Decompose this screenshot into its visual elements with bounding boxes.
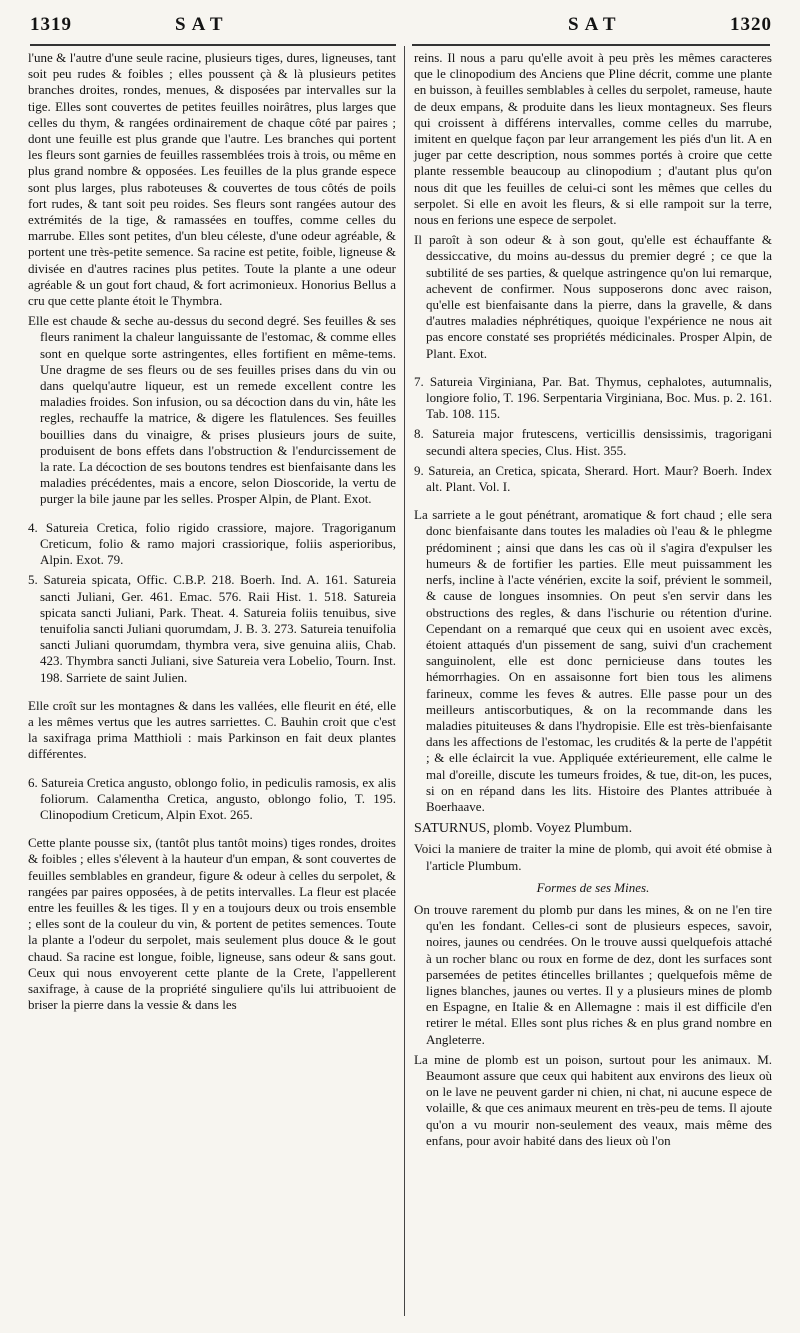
paragraph: l'une & l'autre d'une seule racine, plusieurs tiges, dures, ligneuses, tant soit peu rudes & foibles ; elles poussent çà & là plusieurs petites branches droites, rondes, menues, & disposées par intervalles sur la tige. Elles sont couvertes de petites feuilles noirâtres, plus larges que celles du thym, & rangées ordinairement de chaque côté par paires ; dont une feuille est plus grande que l'autre. Les branches qui portent les fleurs sont garnies de feuilles rassemblées trois à trois, ou même en plus grand nombre & opposées. Les feuilles de la plus grande espece sont plus larges, plus raboteuses & couvertes de tous côtés de poils fort rudes, & tant soit peu roides. Ses fleurs sont rangées autour des extrémités de la tige, & ramassées en touffes, comme celles du marrube. Elles sont petites, d'un bleu céleste, d'une odeur agréable, & portent une très-petite semence. Sa racine est petite, foible, ligneuse & divisée en d'autres racines plus petites. Toute la plante a une odeur agréable & un gout fort chaud, & fort acrimonieux. Honorius Bellus a cru que cette plante étoit le Thymbra.	[28, 50, 396, 309]
paragraph: Il paroît à son odeur & à son gout, qu'elle est échauffante & dessiccative, du moins au-dessus du premier degré ; ce que la subtilité de ses parties, & quelque astringence qu'on lui remarque, achevent de confirmer. Nous supposerons donc avec raison, qu'elle est bienfaisante dans la pierre, dans la gravelle, & dans d'autres maladies néphrétiques, quoique l'expérience ne nous ait pas encore constaté ses propriétés médicinales. Prosper Alpin, de Plant. Exot.	[414, 232, 772, 361]
species-entry: 4. Satureia Cretica, folio rigido crassiore, majore. Tragoriganum Creticum, folio & ramo majori crassiorique, foliis asperioribus, Alpin. Exot. 79.	[28, 519, 396, 568]
paragraph: La mine de plomb est un poison, surtout pour les animaux. M. Beaumont assure que ceux qui habitent aux environs des lieux où on le lave ne peuvent garder ni chien, ni chat, ni aucune espece de volaille, & que ces animaux meurent en très-peu de tems. Il ajoute qu'on a vu mourir non-seulement des veaux, mais même des enfans, pour avoir habité dans des lieux où l'on	[414, 1051, 772, 1148]
page-number-left: 1319	[30, 14, 72, 35]
paragraph: Voici la maniere de traiter la mine de plomb, qui avoit été obmise à l'article Plumbum.	[414, 841, 772, 873]
paragraph: On trouve rarement du plomb pur dans les mines, & on ne l'en tire qu'en les fondant. Celles-ci sont de plusieurs especes, savoir, noires, jaunes ou cendrées. On le trouve aussi quelquefois attaché à un rocher blanc ou roux en forme de dez, dont les surfaces sont parsemées de petites étincelles brillantes ; quelquefois même de lignes blanches, jaunes ou vertes. Il y a plusieurs mines de plomb en Espagne, en Italie & en Allemagne : mais il est difficile d'en retirer le métal. Elles sont plus riches & en plus grand nombre en Angleterre.	[414, 901, 772, 1047]
column-divider	[404, 46, 405, 1316]
page-number-right: 1320	[730, 14, 772, 35]
paragraph: Elle est chaude & seche au-dessus du second degré. Ses feuilles & ses fleurs raniment la chaleur languissante de l'estomac, & comme elles sont en quelque sorte astringentes, elles fortifient en même-tems. Une dragme de ses fleurs ou de ses feuilles prises dans du vin ou dans quelqu'autre liqueur, est un remede excellent contre les maladies froides. Son infusion, ou sa décoction dans du vin, hâte les regles, rechauffe la matrice, & digere les flatulences. Ses feuilles bouillies dans du vinaigre, & prises plusieurs jours de suite, produisent de bons effets dans l'obstruction & l'endurcissement de la rate. La décoction de ses boutons tendres est bienfaisante dans les maladies précédentes, mais a encore, selon Dioscoride, la vertu de purger la bile jaune par les selles. Prosper Alpin, de Plant. Exot.	[28, 313, 396, 507]
paragraph: Cette plante pousse six, (tantôt plus tantôt moins) tiges rondes, droites & foibles ; elles s'élevent à la hauteur d'un empan, & sont couvertes de feuilles semblables en grandeur, figure & odeur à celles du serpolet, & rangées par paires opposées, à de petits intervalles. La fleur est placée entre les feuilles & les tiges. Il y en a toujours deux ou trois ensemble ; elles sont de la couleur du vin, & portent de petites semences. Toute la plante a l'odeur du serpolet, mais seulement plus douce & le gout chaud. Sa racine est longue, foible, ligneuse, sans odeur & sans gout. Ceux qui nous envoyerent cette plante de la Crete, l'appellerent saxifrage, à cause de la propriété singuliere qu'ils lui attribuoient de briser la pierre dans la vessie & dans les	[28, 835, 396, 1013]
species-entry: 6. Satureia Cretica angusto, oblongo folio, in pediculis ramosis, ex alis foliorum. Calamentha Cretica, angusto, oblongo folio, T. 195. Clinopodium Creticum, Alpin Exot. 265.	[28, 774, 396, 822]
species-entry: 9. Satureia, an Cretica, spicata, Sherard. Hort. Maur? Boerh. Index alt. Plant. Vol. I.	[414, 462, 772, 495]
header-rule-right	[412, 44, 770, 46]
left-column	[28, 50, 396, 1017]
header-rule-left	[30, 44, 396, 46]
right-column	[414, 50, 772, 1153]
article-heading: SATURNUS, plomb. Voyez Plumbum.	[414, 821, 633, 837]
species-entry: 8. Satureia major frutescens, verticillis densissimis, tragorigani secundi altera species, Clus. Hist. 355.	[414, 426, 772, 458]
paragraph: reins. Il nous a paru qu'elle avoit à peu près les mêmes caracteres que le clinopodium des Anciens que Pline décrit, comme une plante en buisson, à feuilles semblables à celles du serpolet, rameuse, haute de deux empans, & produite dans les lieux montagneux. Ses fleurs qui croissent à différens intervalles, comme celles du marrube, imitent en quelque façon par leur arrangement les piés d'un lit. A en juger par cette description, nous sommes portés à croire que cette plante ressemble beaucoup au clinopodium ; d'autant plus qu'on nous dit que les feuilles de celui-ci sont les mêmes que celles du serpolet. Si elle en avoit les fleurs, & si elle rampoit sur la terre, nous en ferions une espece de serpolet.	[414, 50, 772, 228]
paragraph: La sarriete a le gout pénétrant, aromatique & fort chaud ; elle sera donc bienfaisante dans toutes les maladies où l'eau & le phlegme prédominent ; ainsi que dans les cas où il s'agira d'expulser les humeurs & de fortifier les parties. Elle meut puissamment les nerfs, incline à l'acte vénérien, excite la soif, prévient le sommeil, & cause de longues insomnies. On peut s'en servir dans les obstructions des regles, & dans l'ischurie ou rétention d'urine. Cependant on a remarqué que ceux qui en usoient avec excès, étoient attaqués d'un pissement de sang, suivi d'un crachement sanguinolent, elle est donc pernicieuse dans toutes les hémorrhagies. On en assaisonne fort bien tous les alimens farineux, comme les feves & autres. Elle passe pour un des meilleurs antiscorbutiques, & on la recommande dans les maladies pituiteuses & dans l'hydropisie. Elle est très-bienfaisante dans les affections de l'estomac, les crudités & la perte de l'appétit ; & elle éclaircit la vue. Appliquée extérieurement, elle calme le mal d'oreille, discute les tumeurs froides, & tue, dit-on, les puces, si on en répand dans les lits. Histoire des Plantes attribuée à Boerhaave.	[414, 507, 772, 814]
species-entry: 5. Satureia spicata, Offic. C.B.P. 218. Boerh. Ind. A. 161. Satureia sancti Juliani, Ger. 461. Emac. 576. Raii Hist. 1. 518. Satureia spicata sancti Juliani, Park. Theat. 4. Satureia foliis tenuibus, sive tenuifolia sancti Juliani quorumdam, J. B. 3. 273. Satureia tenuifolia sancti Juliani quorumdam, thymbra vera, sive genuina aliis, Chab. 423. Thymbra sancti Juliani, sive Satureia vera Lobelio, Tourn. Inst. 198. Sarriete de saint Julien.	[28, 572, 396, 685]
running-title-left: SAT	[175, 14, 229, 35]
section-heading: Formes de ses Mines.	[536, 879, 650, 895]
running-title-right: SAT	[568, 14, 622, 35]
species-entry: 7. Satureia Virginiana, Par. Bat. Thymus, cephalotes, autumnalis, longiore folio, T. 196. Serpentaria Virginiana, Boc. Mus. p. 2. 161. Tab. 108. 115.	[414, 373, 772, 422]
paragraph: Elle croît sur les montagnes & dans les vallées, elle fleurit en été, elle a les mêmes vertus que les autres sarriettes. C. Bauhin croit que c'est la saxifraga prima Matthioli : mais Parkinson en fait deux plantes différentes.	[28, 697, 396, 762]
